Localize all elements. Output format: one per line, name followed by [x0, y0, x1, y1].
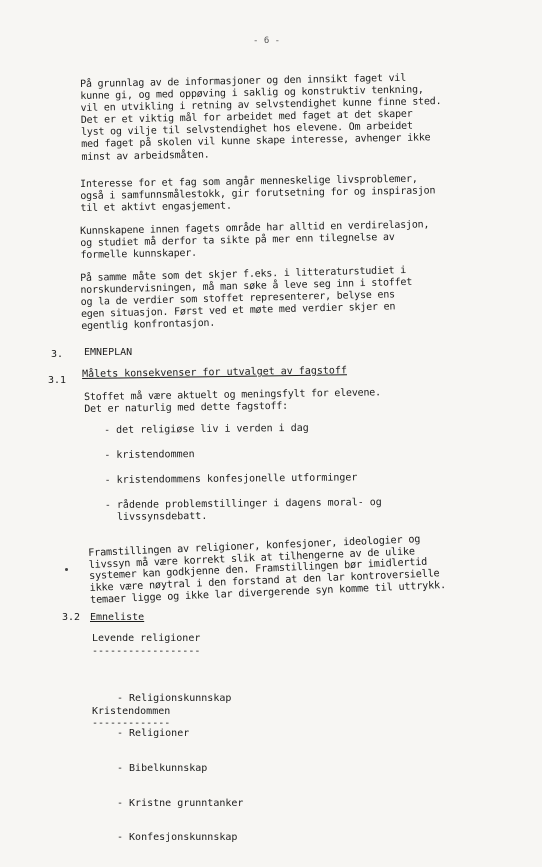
bullet-item: - kristendommens konfesjonelle utforminger	[104, 472, 358, 486]
paragraph-confrontation: På samme måte som det skjer f.eks. i litteraturstudiet i norskundervisningen, må man søke å leve seg inn i stoffet og la de verdier som stoffet representerer, belyse ens egen situasjon. Først ved et møte med verdier skjer en egentlig konfrontasjon.	[80, 265, 413, 333]
list-item: - Religionskunnskap	[117, 693, 232, 704]
paragraph-interest: Interesse for et fag som angår menneskelige livsproblemer, også i samfunnsmålestokk, gir forutsetning for og inspirasjon til et aktivt engasjement.	[80, 173, 436, 215]
bullet-item: - det religiøse liv i verden i dag	[104, 422, 309, 436]
section-3-number: 3.	[51, 349, 64, 360]
group-heading: Kristendommen	[92, 706, 171, 717]
section-3-1-intro: Stoffet må være aktuelt og meningsfylt for elevene. Det er naturlig med dette fagstoff:	[84, 387, 381, 416]
section-3-title: EMNEPLAN	[84, 347, 133, 358]
section-3-2-title: Emneliste	[90, 612, 145, 623]
margin-mark	[65, 568, 68, 571]
section-3-2-number: 3.2	[62, 612, 81, 623]
page-number: - 6 -	[253, 36, 281, 46]
group-heading: Levende religioner	[92, 633, 201, 644]
paragraph-independence: På grunnlag av de informasjoner og den innsikt faget vil kunne gi, og med oppøving i saklig og konstruktiv tenkning, vil en utvikling i retning av selvstendighet kunne finne sted. Det er et viktig mål for arbeidet med faget at det skaper lyst og vilje til selvstendighet hos elevene. Om arbeidet med faget på skolen vil kunne skape interesse, avhenger ikke minst av arbeidsmåten.	[80, 72, 442, 163]
bullet-item: - rådende problemstillinger i dagens moral- og livssynsdebatt.	[104, 497, 382, 523]
section-3-1-title: Målets konsekvenser for utvalget av fagstoff	[82, 365, 348, 380]
group-heading-rule: ------------------	[92, 646, 201, 657]
bullet-item: - kristendommen	[104, 449, 195, 461]
section-3-1-closing: Framstillingen av religioner, konfesjoner, ideologier og livssyn må være korrekt slik at tilhengerne av de ulike systemer kan godkjenne den. Framstillingen bør imidlertid ikke være nøytral i den forstand at den lar kontroversielle temaer ligge og ikke lar divergerende syn komme til uttrykk.	[88, 534, 447, 606]
group-heading-rule: -------------	[92, 718, 171, 729]
list-item: - Kristne grunntanker	[117, 797, 244, 809]
group-list	[117, 740, 243, 867]
section-3-1-number: 3.1	[48, 375, 67, 386]
paragraph-knowledge: Kunnskapene innen fagets område har alltid en verdirelasjon, og studiet må derfor ta sikte på mer enn tilegnelse av formelle kunnskaper.	[80, 219, 430, 262]
list-item: - Religioner	[117, 727, 190, 739]
list-item: - Bibelkunnskap	[117, 763, 208, 774]
list-item: - Konfesjonskunnskap	[117, 832, 238, 843]
topic-bullet-list	[104, 422, 382, 524]
